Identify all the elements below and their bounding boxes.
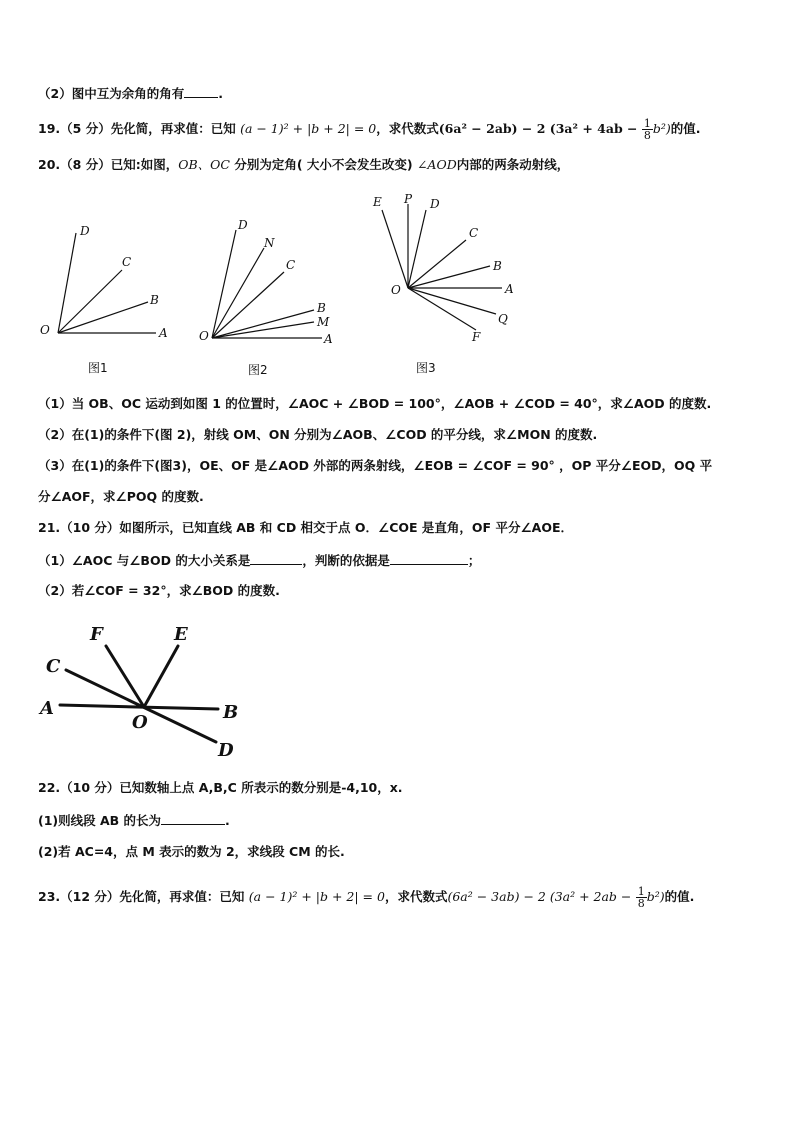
ray-od (212, 230, 236, 338)
answer-blank (390, 551, 468, 565)
fraction: $\frac{1}{8}$ (643, 117, 651, 142)
label-b: B (317, 301, 326, 315)
label-a: A (159, 326, 168, 340)
label-a: A (324, 332, 333, 346)
ray-on (212, 248, 264, 338)
figure-3 (368, 188, 538, 378)
q18-part2: （2）图中互为余角的角有 . (38, 86, 223, 101)
ray-oe (382, 210, 408, 288)
label-d: D (218, 740, 234, 761)
label-m: M (317, 315, 330, 329)
label-o: O (199, 329, 209, 343)
answer-blank (184, 84, 218, 98)
fraction: $\frac{1}{8}$ (637, 885, 645, 910)
label-p: P (404, 192, 413, 206)
label-c: C (286, 258, 296, 272)
question-21-part1: （1）∠AOC 与∠BOD 的大小关系是 ，判断的依据是 ； (38, 553, 481, 568)
question-20-part3-line2: 分∠AOF，求∠POQ 的度数. (38, 489, 204, 504)
label-e: E (373, 195, 382, 209)
question-20-stem: 20.（8 分）已知:如图，OB、OC 分别为定角( 大小不会发生改变) ∠AOD内部的两条动射线， (38, 157, 570, 172)
algebraic-expression: (6a² − 3ab) − 2 (3a² + 2ab − (447, 889, 632, 904)
figure-2 (196, 210, 356, 380)
figure-1-caption: 图1 (88, 361, 108, 375)
question-21-stem: 21.（10 分）如图所示，已知直线 AB 和 CD 相交于点 O．∠COE 是直角，OF 平分∠AOE． (38, 520, 573, 535)
ray-od (408, 210, 426, 288)
label-d: D (430, 197, 440, 211)
answer-blank (161, 811, 225, 825)
ray-oq (408, 288, 496, 314)
label-a: A (505, 282, 514, 296)
label-q: Q (498, 312, 508, 326)
question-22-stem: 22.（10 分）已知数轴上点 A,B,C 所表示的数分别是-4,10，x. (38, 780, 403, 795)
label-d: D (80, 224, 90, 238)
label-o: O (391, 283, 401, 297)
label-o: O (40, 323, 50, 337)
ray-ob (408, 266, 490, 288)
question-22-part2: (2)若 AC=4，点 M 表示的数为 2，求线段 CM 的长. (38, 844, 345, 859)
ray-ob (58, 302, 148, 333)
label-c: C (46, 656, 61, 677)
question-20-part2: （2）在(1)的条件下(图 2)，射线 OM、ON 分别为∠AOB、∠COD 的平分线，求∠MON 的度数. (38, 427, 598, 442)
label-c: C (469, 226, 479, 240)
ray-of (408, 288, 476, 330)
condition-expression: (a − 1)² + |b + 2| = 0 (240, 121, 377, 136)
condition-expression: (a − 1)² + |b + 2| = 0 (248, 889, 385, 904)
label-a: A (40, 698, 54, 719)
question-23: 23.（12 分）先化简，再求值：已知 (a − 1)² + |b + 2| = 0，求代数式(6a² − 3ab) − 2 (3a² + 2ab − $\frac{1}{8}$ b²)的值. (38, 885, 695, 910)
figure-2-caption: 图2 (248, 363, 268, 377)
label-b: B (223, 702, 239, 723)
label-f: F (472, 330, 481, 344)
figure-3-caption: 图3 (416, 361, 436, 375)
question-21-part2: （2）若∠COF = 32°，求∠BOD 的度数. (38, 583, 280, 598)
figure-1 (30, 220, 190, 380)
label-d: D (238, 218, 248, 232)
answer-blank (250, 551, 302, 565)
figure-21 (36, 620, 256, 770)
label-b: B (150, 293, 159, 307)
label-n: N (264, 236, 275, 250)
label-e: E (174, 624, 188, 645)
algebraic-expression: (6a² − 2ab) − 2 (3a² + 4ab − (438, 121, 638, 136)
question-20-part3-line1: （3）在(1)的条件下(图3)，OE、OF 是∠AOD 外部的两条射线，∠EOB = ∠COF = 90° ，OP 平分∠EOD，OQ 平 (38, 458, 713, 473)
label-b: B (493, 259, 502, 273)
question-22-part1: (1)则线段 AB 的长为 . (38, 813, 230, 828)
question-19: 19.（5 分）先化简，再求值：已知 (a − 1)² + |b + 2| = 0，求代数式(6a² − 2ab) − 2 (3a² + 4ab − $\frac{1}{8}$ b²)的值. (38, 117, 701, 142)
label-c: C (122, 255, 132, 269)
question-20-part1: （1）当 OB、OC 运动到如图 1 的位置时，∠AOC + ∠BOD = 100°，∠AOB + ∠COD = 40°，求∠AOD 的度数. (38, 396, 712, 411)
ray-oe (144, 646, 178, 707)
label-o: O (132, 712, 148, 733)
label-f: F (90, 624, 103, 645)
